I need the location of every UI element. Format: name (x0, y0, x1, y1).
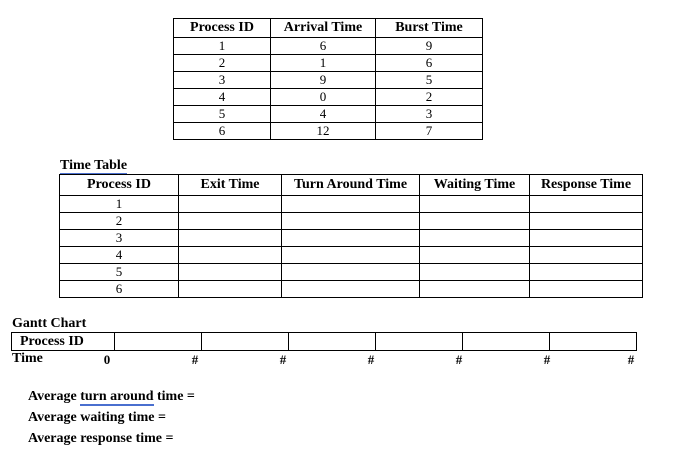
gantt-cell[interactable] (376, 333, 463, 351)
time-table (59, 174, 643, 298)
cell-arrival-time: 4 (271, 106, 376, 123)
header-process-id: Process ID (60, 175, 179, 196)
table-row (60, 247, 643, 264)
table-row (60, 196, 643, 213)
header-response-time: Response Time (530, 175, 643, 196)
cell-arrival-time: 6 (271, 38, 376, 55)
table-row (174, 38, 483, 55)
cell-process-id: 3 (60, 230, 179, 247)
cell-turn-around-time[interactable] (282, 281, 420, 298)
gantt-row (12, 333, 637, 351)
cell-process-id: 6 (174, 123, 271, 140)
gantt-cell[interactable] (550, 333, 637, 351)
header-process-id: Process ID (174, 19, 271, 38)
cell-process-id: 5 (174, 106, 271, 123)
gantt-time-tick: # (543, 352, 551, 367)
table-row (174, 72, 483, 89)
cell-burst-time: 5 (376, 72, 483, 89)
cell-process-id: 4 (60, 247, 179, 264)
cell-turn-around-time[interactable] (282, 230, 420, 247)
table-row (174, 89, 483, 106)
header-burst-time: Burst Time (376, 19, 483, 38)
cell-waiting-time[interactable] (420, 213, 530, 230)
cell-waiting-time[interactable] (420, 247, 530, 264)
gantt-time-tick: # (627, 352, 635, 367)
header-arrival-time: Arrival Time (271, 19, 376, 38)
cell-response-time[interactable] (530, 264, 643, 281)
cell-turn-around-time[interactable] (282, 213, 420, 230)
cell-process-id: 5 (60, 264, 179, 281)
header-turn-around-time: Turn Around Time (282, 175, 420, 196)
gantt-time-tick: # (455, 352, 463, 367)
cell-process-id: 1 (60, 196, 179, 213)
cell-arrival-time: 12 (271, 123, 376, 140)
gantt-cell[interactable] (115, 333, 202, 351)
gantt-row-label: Process ID (12, 333, 115, 351)
process-table (173, 18, 483, 140)
average-turnaround-suffix: time = (153, 389, 195, 404)
cell-arrival-time: 0 (271, 89, 376, 106)
cell-process-id: 1 (174, 38, 271, 55)
cell-process-id: 6 (60, 281, 179, 298)
table-row (60, 281, 643, 298)
gantt-cell[interactable] (289, 333, 376, 351)
cell-turn-around-time[interactable] (282, 247, 420, 264)
cell-response-time[interactable] (530, 196, 643, 213)
average-turnaround-line (28, 389, 195, 405)
cell-burst-time: 6 (376, 55, 483, 72)
gantt-chart-title: Gantt Chart (12, 316, 87, 331)
cell-exit-time[interactable] (179, 281, 282, 298)
gantt-time-tick: # (279, 352, 287, 367)
process-table-header (174, 19, 483, 38)
cell-exit-time[interactable] (179, 196, 282, 213)
cell-process-id: 2 (174, 55, 271, 72)
time-table-title-text: Time Table (60, 158, 128, 173)
cell-exit-time[interactable] (179, 247, 282, 264)
average-waiting-line: Average waiting time = (28, 410, 166, 425)
cell-response-time[interactable] (530, 281, 643, 298)
time-table-title (60, 158, 127, 174)
cell-waiting-time[interactable] (420, 264, 530, 281)
average-turnaround-underlined: turn around (80, 389, 154, 404)
cell-process-id: 4 (174, 89, 271, 106)
cell-exit-time[interactable] (179, 264, 282, 281)
cell-exit-time[interactable] (179, 230, 282, 247)
table-row (60, 230, 643, 247)
cell-arrival-time: 1 (271, 55, 376, 72)
cell-process-id: 2 (60, 213, 179, 230)
cell-burst-time: 2 (376, 89, 483, 106)
cell-response-time[interactable] (530, 230, 643, 247)
gantt-chart-table (11, 332, 637, 351)
cell-arrival-time: 9 (271, 72, 376, 89)
average-response-line: Average response time = (28, 431, 174, 446)
cell-burst-time: 7 (376, 123, 483, 140)
cell-process-id: 3 (174, 72, 271, 89)
gantt-time-label: Time (12, 351, 43, 366)
gantt-time-tick: # (367, 352, 375, 367)
table-row (60, 264, 643, 281)
table-row (174, 123, 483, 140)
cell-exit-time[interactable] (179, 213, 282, 230)
gantt-time-tick: 0 (103, 352, 111, 367)
table-row (174, 106, 483, 123)
table-row (174, 55, 483, 72)
average-turnaround-prefix: Average (28, 389, 81, 404)
gantt-cell[interactable] (463, 333, 550, 351)
header-exit-time: Exit Time (179, 175, 282, 196)
cell-response-time[interactable] (530, 247, 643, 264)
cell-response-time[interactable] (530, 213, 643, 230)
cell-waiting-time[interactable] (420, 281, 530, 298)
cell-turn-around-time[interactable] (282, 196, 420, 213)
cell-turn-around-time[interactable] (282, 264, 420, 281)
cell-burst-time: 9 (376, 38, 483, 55)
gantt-time-tick: # (191, 352, 199, 367)
header-waiting-time: Waiting Time (420, 175, 530, 196)
table-row (60, 213, 643, 230)
cell-burst-time: 3 (376, 106, 483, 123)
gantt-cell[interactable] (202, 333, 289, 351)
time-table-header (60, 175, 643, 196)
cell-waiting-time[interactable] (420, 196, 530, 213)
cell-waiting-time[interactable] (420, 230, 530, 247)
